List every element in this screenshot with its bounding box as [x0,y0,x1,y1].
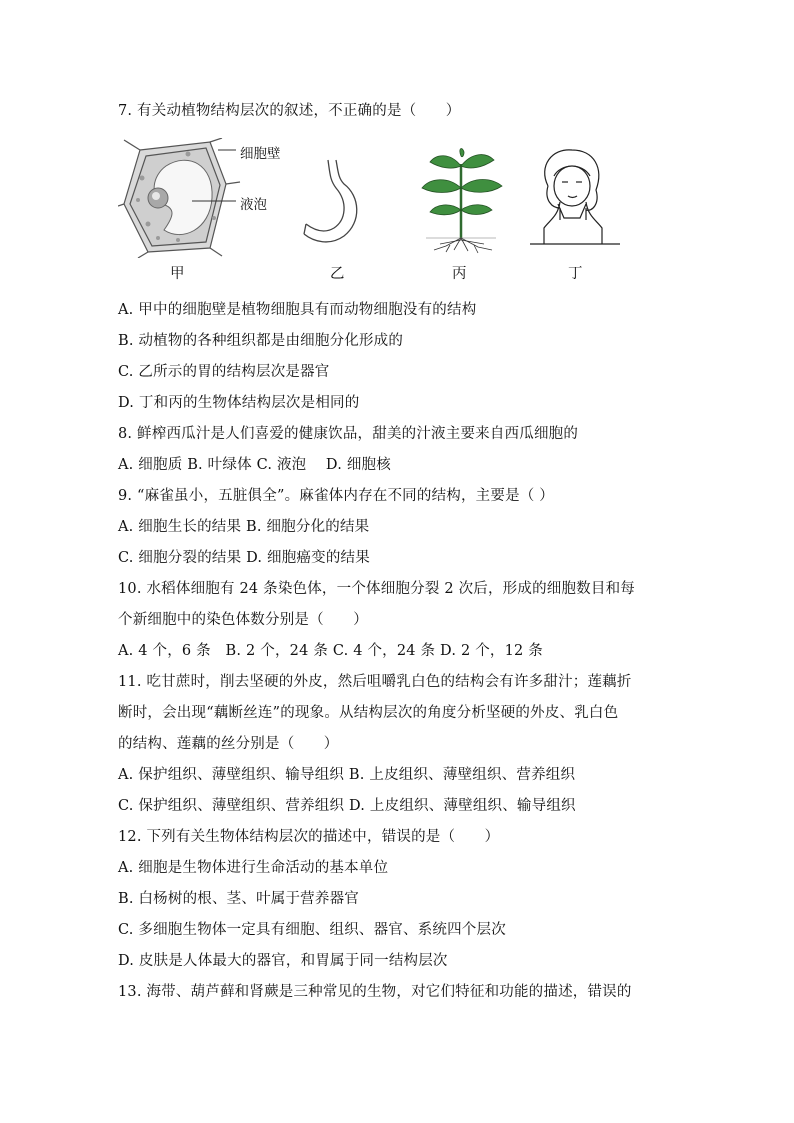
girl-figure [530,146,620,256]
q7-option-d: D. 丁和丙的生物体结构层次是相同的 [118,395,360,411]
q9-options-ab: A. 细胞生长的结果 B. 细胞分化的结果 [118,519,370,535]
caption-bing: 丙 [452,266,467,282]
caption-jia: 甲 [170,266,185,282]
q8-options: A. 细胞质 B. 叶绿体 C. 液泡 D. 细胞核 [118,457,391,473]
label-vacuole: 液泡 [240,197,267,213]
q11-options-ab: A. 保护组织、薄壁组织、输导组织 B. 上皮组织、薄壁组织、营养组织 [118,767,576,783]
q7-figure-row [118,138,678,288]
stomach-icon [300,158,380,258]
q8-stem: 8. 鲜榨西瓜汁是人们喜爱的健康饮品，甜美的汁液主要来自西瓜细胞的 [118,426,579,442]
q12-option-c: C. 多细胞生物体一定具有细胞、组织、器官、系统四个层次 [118,922,506,938]
q7-option-b: B. 动植物的各种组织都是由细胞分化形成的 [118,333,404,349]
q11-stem-line2: 断时，会出现“藕断丝连”的现象。从结构层次的角度分析坚硬的外皮、乳白色 [118,705,619,721]
label-cell-wall: 细胞壁 [240,146,281,162]
q12-option-d: D. 皮肤是人体最大的器官，和胃属于同一结构层次 [118,953,448,969]
q12-stem: 12. 下列有关生物体结构层次的描述中，错误的是（ ） [118,829,500,845]
plant-figure [416,148,506,254]
q9-options-cd: C. 细胞分裂的结果 D. 细胞癌变的结果 [118,550,370,566]
plant-icon [416,148,506,254]
q9-stem: 9. “麻雀虽小，五脏俱全”。麻雀体内存在不同的结构，主要是（ ） [118,488,554,504]
stomach-figure [300,158,380,258]
q12-option-b: B. 白杨树的根、茎、叶属于营养器官 [118,891,359,907]
q13-stem: 13. 海带、葫芦藓和肾蕨是三种常见的生物，对它们特征和功能的描述，错误的 [118,984,632,1000]
caption-ding: 丁 [568,266,583,282]
q12-option-a: A. 细胞是生物体进行生命活动的基本单位 [118,860,389,876]
girl-icon [530,146,620,256]
q11-stem-line1: 11. 吃甘蔗时，削去坚硬的外皮，然后咀嚼乳白色的结构会有许多甜汁；莲藕折 [118,674,632,690]
plant-cell-figure [118,138,298,258]
q7-stem: 7. 有关动植物结构层次的叙述，不正确的是（ ） [118,103,461,119]
q7-option-a: A. 甲中的细胞壁是植物细胞具有而动物细胞没有的结构 [118,302,477,318]
q11-stem-line3: 的结构、莲藕的丝分别是（ ） [118,736,339,752]
q10-stem-line2: 个新细胞中的染色体数分别是（ ） [118,612,368,628]
q11-options-cd: C. 保护组织、薄壁组织、营养组织 D. 上皮组织、薄壁组织、输导组织 [118,798,576,814]
caption-yi: 乙 [330,266,345,282]
q7-option-c: C. 乙所示的胃的结构层次是器官 [118,364,330,380]
q10-stem-line1: 10. 水稻体细胞有 24 条染色体，一个体细胞分裂 2 次后，形成的细胞数目和每 [118,581,635,597]
q10-options: A. 4 个，6 条 B. 2 个，24 条 C. 4 个，24 条 D. 2 个，12 条 [118,643,543,659]
